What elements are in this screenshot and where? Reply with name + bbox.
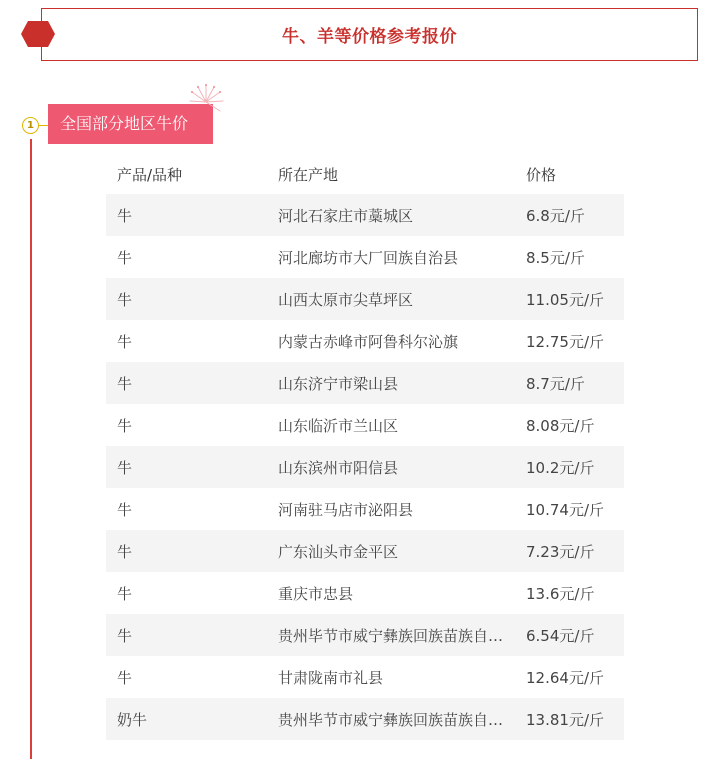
table-row — [106, 362, 624, 404]
table-row — [106, 614, 624, 656]
cell-price: 6.54元/斤 — [526, 626, 595, 645]
cell-product: 牛 — [117, 374, 133, 393]
cell-product: 牛 — [117, 290, 133, 309]
table-row — [106, 320, 624, 362]
table-body — [106, 194, 624, 740]
price-table — [106, 154, 624, 740]
header-origin: 所在产地 — [278, 165, 339, 184]
cell-product: 牛 — [117, 542, 133, 561]
table-row — [106, 446, 624, 488]
table-row — [106, 278, 624, 320]
cell-product: 牛 — [117, 458, 133, 477]
page-title: 牛、羊等价格参考报价 — [282, 27, 457, 47]
cell-product: 牛 — [117, 626, 133, 645]
cell-origin: 河北石家庄市藁城区 — [278, 206, 414, 225]
cell-product: 牛 — [117, 332, 133, 351]
cell-price: 13.6元/斤 — [526, 584, 595, 603]
cell-product: 牛 — [117, 668, 133, 687]
title-banner — [41, 8, 698, 61]
cell-price: 12.75元/斤 — [526, 332, 604, 351]
section-number-badge: 1 — [22, 117, 39, 134]
header-product: 产品/品种 — [117, 165, 183, 184]
section-heading: 全国部分地区牛价 — [48, 104, 213, 144]
cell-price: 8.5元/斤 — [526, 248, 585, 267]
cell-price: 10.74元/斤 — [526, 500, 604, 519]
table-row — [106, 656, 624, 698]
cell-origin: 甘肃陇南市礼县 — [278, 668, 384, 687]
cell-origin: 山东临沂市兰山区 — [278, 416, 399, 435]
cell-product: 牛 — [117, 416, 133, 435]
cell-product: 奶牛 — [117, 710, 148, 729]
firework-burst-icon — [186, 82, 226, 122]
cell-origin: 山东滨州市阳信县 — [278, 458, 399, 477]
cell-origin: 贵州毕节市威宁彝族回族苗族自… — [278, 710, 504, 729]
table-row — [106, 572, 624, 614]
cell-origin: 贵州毕节市威宁彝族回族苗族自… — [278, 626, 504, 645]
cell-origin: 河南驻马店市泌阳县 — [278, 500, 414, 519]
cell-origin: 广东汕头市金平区 — [278, 542, 399, 561]
cell-product: 牛 — [117, 248, 133, 267]
cell-price: 12.64元/斤 — [526, 668, 604, 687]
timeline-line — [30, 139, 32, 759]
cell-product: 牛 — [117, 584, 133, 603]
cell-product: 牛 — [117, 500, 133, 519]
table-row — [106, 698, 624, 740]
cell-origin: 内蒙古赤峰市阿鲁科尔沁旗 — [278, 332, 459, 351]
cell-price: 11.05元/斤 — [526, 290, 604, 309]
table-row — [106, 404, 624, 446]
table-header — [106, 154, 624, 194]
cell-price: 7.23元/斤 — [526, 542, 595, 561]
header-price: 价格 — [526, 165, 557, 184]
cell-price: 10.2元/斤 — [526, 458, 595, 477]
cell-origin: 山东济宁市梁山县 — [278, 374, 399, 393]
table-row — [106, 488, 624, 530]
cell-origin: 重庆市忠县 — [278, 584, 354, 603]
cell-origin: 河北廊坊市大厂回族自治县 — [278, 248, 459, 267]
cell-price: 8.7元/斤 — [526, 374, 585, 393]
cell-product: 牛 — [117, 206, 133, 225]
cell-price: 6.8元/斤 — [526, 206, 585, 225]
table-row — [106, 194, 624, 236]
cell-price: 13.81元/斤 — [526, 710, 604, 729]
table-row — [106, 530, 624, 572]
table-row — [106, 236, 624, 278]
cell-price: 8.08元/斤 — [526, 416, 595, 435]
cell-origin: 山西太原市尖草坪区 — [278, 290, 414, 309]
section-connector — [39, 125, 48, 126]
